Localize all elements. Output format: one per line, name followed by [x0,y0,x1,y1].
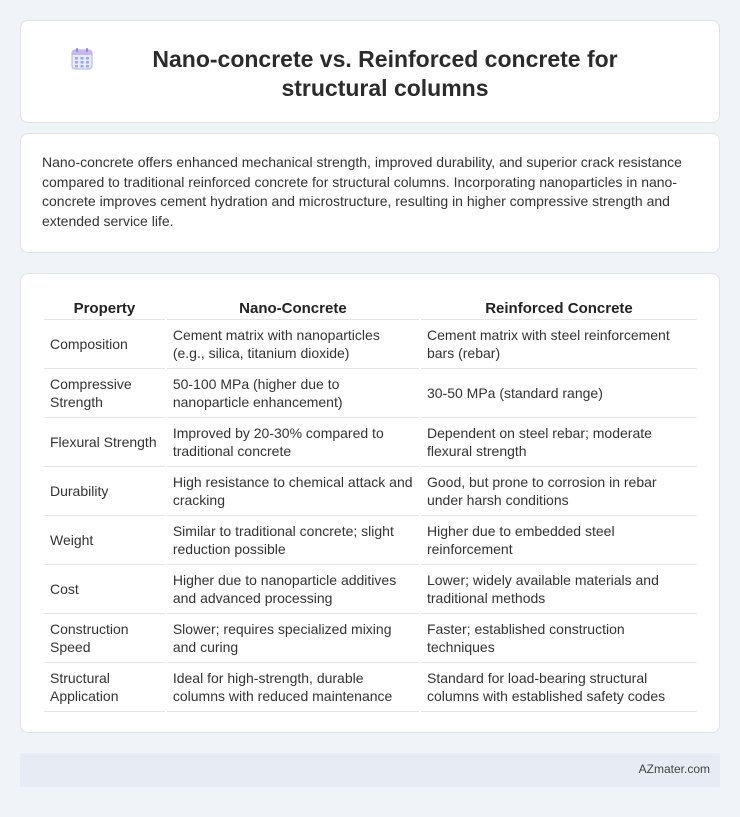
footer-bar [20,753,720,787]
row-property: Flexural Strength [44,418,165,467]
row-nano-value: Ideal for high-strength, durable columns with reduced maintenance [167,663,419,712]
row-nano-value: High resistance to chemical attack and cracking [167,467,419,516]
row-reinforced-value: Dependent on steel rebar; moderate flexural strength [421,418,697,467]
row-nano-value: Slower; requires specialized mixing and curing [167,614,419,663]
row-nano-value: Improved by 20-30% compared to traditional concrete [167,418,419,467]
row-reinforced-value: Cement matrix with steel reinforcement bars (rebar) [421,320,697,369]
table-row [44,467,697,516]
header-reinforced-concrete: Reinforced Concrete [421,294,697,320]
row-reinforced-value: Lower; widely available materials and traditional methods [421,565,697,614]
comparison-table [42,294,699,712]
comparison-table-card [20,273,720,733]
intro-paragraph: Nano-concrete offers enhanced mechanical strength, improved durability, and superior crack resistance compared to traditional reinforced concrete for structural columns. Incorporating nanoparticles in nano-concrete improves cement hydration and microstructure, resulting in higher compressive strength and extended service life. [42,154,682,229]
row-property: Weight [44,516,165,565]
title-card [20,20,720,123]
table-row [44,663,697,712]
row-property: Composition [44,320,165,369]
footer-brand-link[interactable]: AZmater.com [638,762,710,776]
header-nano-concrete: Nano-Concrete [167,294,419,320]
row-reinforced-value: 30-50 MPa (standard range) [421,369,697,418]
row-property: Durability [44,467,165,516]
table-row [44,614,697,663]
table-row [44,565,697,614]
row-nano-value: Similar to traditional concrete; slight reduction possible [167,516,419,565]
row-nano-value: Cement matrix with nanoparticles (e.g., silica, titanium dioxide) [167,320,419,369]
row-nano-value: Higher due to nanoparticle additives and advanced processing [167,565,419,614]
row-property: Cost [44,565,165,614]
header-property: Property [44,294,165,320]
row-property: Construction Speed [44,614,165,663]
row-property: Compressive Strength [44,369,165,418]
table-row [44,516,697,565]
row-reinforced-value: Higher due to embedded steel reinforcement [421,516,697,565]
table-row [44,369,697,418]
page-title: Nano-concrete vs. Reinforced concrete for structural columns [152,46,618,101]
row-reinforced-value: Standard for load-bearing structural columns with established safety codes [421,663,697,712]
row-reinforced-value: Good, but prone to corrosion in rebar under harsh conditions [421,467,697,516]
row-reinforced-value: Faster; established construction techniques [421,614,697,663]
row-nano-value: 50-100 MPa (higher due to nanoparticle enhancement) [167,369,419,418]
row-property: Structural Application [44,663,165,712]
table-row [44,320,697,369]
table-header-row [44,294,697,320]
intro-card [20,133,720,253]
table-row [44,418,697,467]
